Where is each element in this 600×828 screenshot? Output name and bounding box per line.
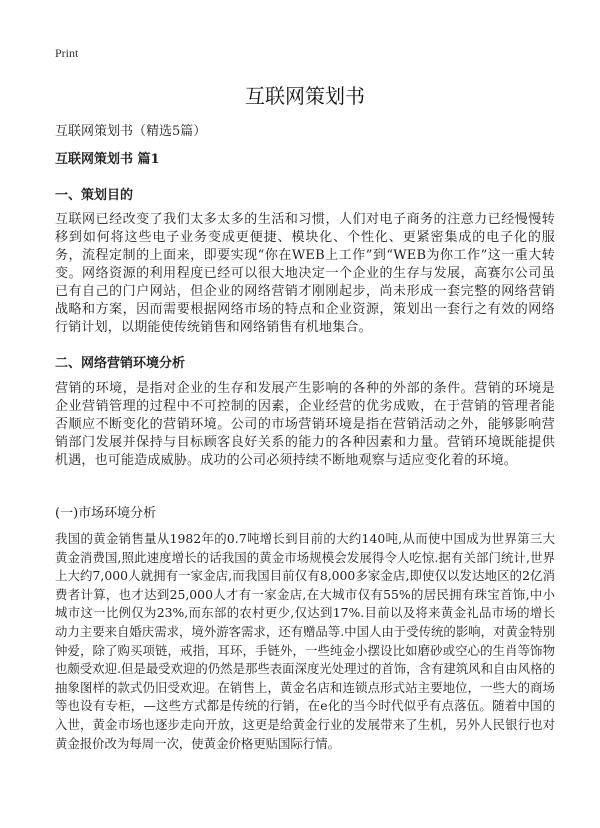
document-title: 互联网策划书 <box>245 84 365 108</box>
paragraph-purpose: 互联网已经改变了我们太多太多的生活和习惯，人们对电子商务的注意力已经慢慢转移到如何将这些电子业务变成更便捷、模块化、个性化、更紧密集成的电子化的服务，流程定制的上面来，即要实现“你在WEB上工作”到“WEB为你工作”这一重大转变。网络资源的利用程度已经可以很大地决定一个企业的生存与发展，高赛尔公司虽已有自己的门户网站，但企业的网络营销才刚刚起步，尚未形成一套完整的网络营销战略和方案，因而需要根据网络市场的特点和企业资源，策划出一套行之有效的网络行销计划，以期能使传统销售和网络销售有机地集合。 <box>55 212 555 335</box>
section-heading-environment: 二、网络营销环境分析 <box>55 356 186 371</box>
section-heading-purpose: 一、策划目的 <box>55 188 134 203</box>
article-title: 互联网策划书 篇1 <box>55 152 160 167</box>
subsection-heading-market: (一)市场环境分析 <box>55 506 157 521</box>
document-subtitle: 互联网策划书（精选5篇） <box>55 124 207 139</box>
print-label: Print <box>55 46 79 60</box>
paragraph-market: 我国的黄金销售量从1982年的0.7吨增长到目前的大约140吨,从而使中国成为世界第三大黄金消费国,照此速度增长的话我国的黄金市场规模会发展得令人吃惊.据有关部门统计,世界上大约7,000人就拥有一家金店,而我国目前仅有8,000多家金店,即使仅以发达地区的2亿消费者计算，也才达到25,000人才有一家金店,在大城市仅有55%的居民拥有珠宝首饰,中小城市这一比例仅为23%,而东部的农村更少,仅达到17%.目前以及将来黄金礼品市场的增长动力主要来自婚庆需求，境外游客需求，还有赠品等.中国人由于受传统的影响，对黄金特别钟爱，除了购买项链，戒指，耳环，手链外，一些纯金小摆设比如磨砂或空心的生肖等饰物也颇受欢迎.但是最受欢迎的仍然是那些表面深度光处理过的首饰，含有建筑风和自由风格的抽象图样的款式仍旧受欢迎。在销售上，黄金名店和连锁点形式站主要地位，一些大的商场等也设有专柜，—这些方式都是传统的行销，在e化的当今时代似乎有点落伍。随着中国的入世，黄金市场也逐步走向开放，这更是给黄金行业的发展带来了生机，另外人民银行也对黄金报价改为每周一次，使黄金价格更贴国际行情。 <box>55 531 555 751</box>
paragraph-environment: 营销的环境，是指对企业的生存和发展产生影响的各种的外部的条件。营销的环境是企业营销管理的过程中不可控制的因素，企业经营的优劣成败，在于营销的管理者能否顺应不断变化的营销环境。公司的市场营销环境是指在营销活动之外，能够影响营销部门发展并保持与目标顾客良好关系的能力的各种因素和力量。营销环境既能提供机遇，也可能造成威胁。成功的公司必须持续不断地观察与适应变化着的环境。 <box>55 381 555 468</box>
